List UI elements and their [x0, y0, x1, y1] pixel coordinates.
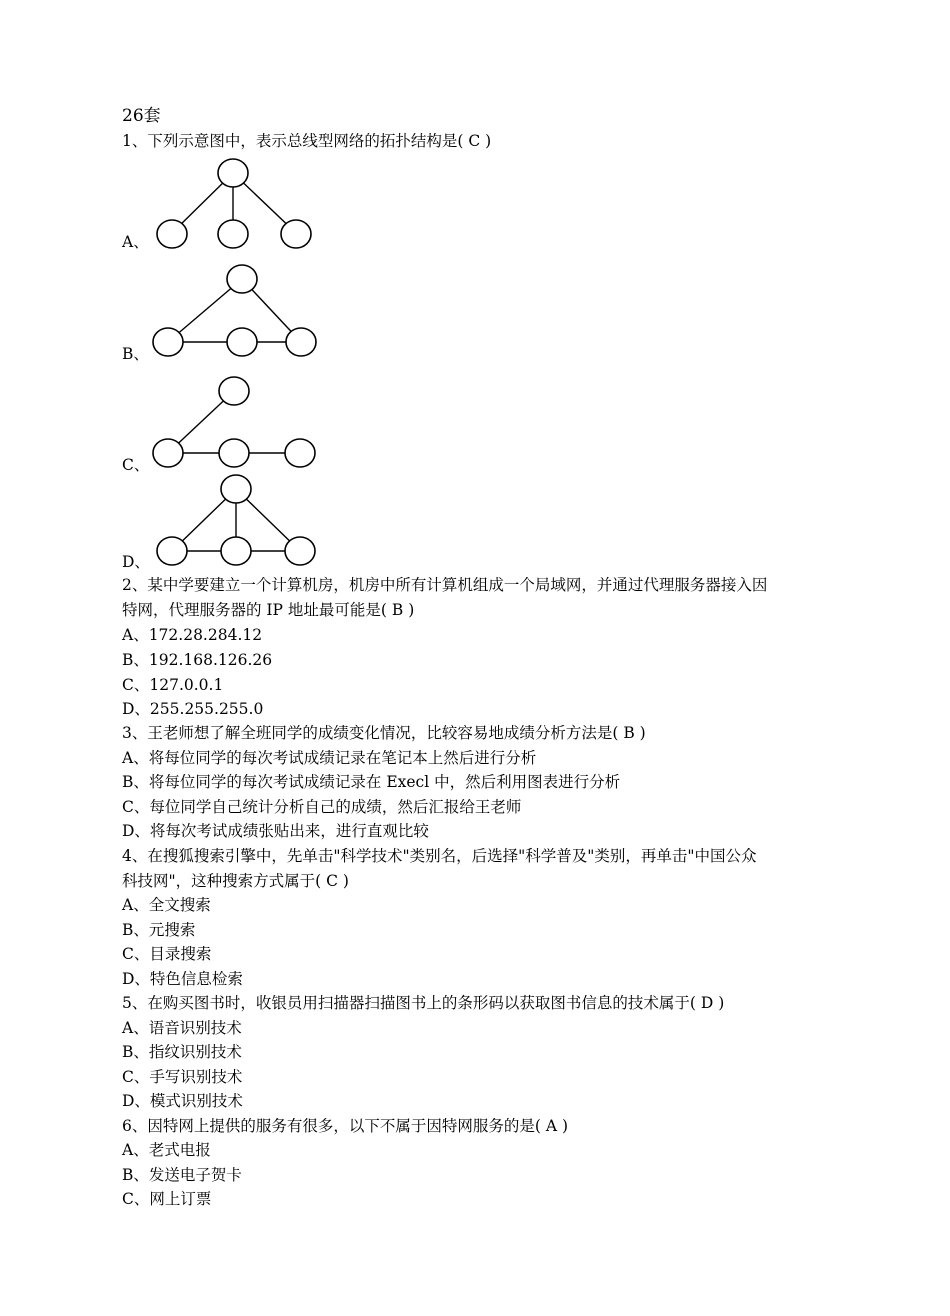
question-3-option-d: D、将每次考试成绩张贴出来，进行直观比较	[122, 822, 429, 840]
node-a-right	[281, 220, 311, 248]
node-a-mid	[218, 220, 248, 248]
question-5-option-a: A、语音识别技术	[122, 1019, 242, 1037]
node-d-top	[221, 475, 251, 503]
question-2-option-c: C、127.0.0.1	[122, 676, 224, 694]
question-5-option-c: C、手写识别技术	[122, 1068, 243, 1086]
question-1-option-b: B、	[122, 345, 149, 363]
node-b-left	[153, 328, 183, 356]
set-title: 26套	[122, 106, 161, 126]
question-6-option-a: A、老式电报	[122, 1141, 211, 1159]
node-c-right	[285, 439, 315, 467]
question-4-option-b: B、元搜索	[122, 921, 196, 939]
node-a-top	[218, 159, 248, 187]
question-6-stem: 6、因特网上提供的服务有很多，以下不属于因特网服务的是( A )	[122, 1117, 569, 1135]
question-3-option-b: B、将每位同学的每次考试成绩记录在 Execl 中，然后利用图表进行分析	[122, 773, 621, 791]
question-2-stem-line-1: 2、某中学要建立一个计算机房，机房中所有计算机组成一个局域网，并通过代理服务器接入因	[122, 576, 768, 594]
topology-diagram-c	[150, 375, 325, 475]
question-3-option-c: C、每位同学自己统计分析自己的成绩，然后汇报给王老师	[122, 798, 522, 816]
question-5-option-d: D、模式识别技术	[122, 1092, 243, 1110]
node-d-mid	[221, 537, 251, 565]
question-3-option-a: A、将每位同学的每次考试成绩记录在笔记本上然后进行分析	[122, 749, 537, 767]
question-1-option-a: A、	[122, 233, 149, 251]
question-1-stem: 1、下列示意图中，表示总线型网络的拓扑结构是( C )	[122, 132, 492, 150]
question-2-option-d: D、255.255.255.0	[122, 700, 264, 718]
question-5-option-b: B、指纹识别技术	[122, 1043, 242, 1061]
node-c-mid	[219, 439, 249, 467]
topology-diagram-b	[150, 262, 325, 362]
question-2-option-b: B、192.168.126.26	[122, 651, 273, 669]
question-2-option-a: A、172.28.284.12	[122, 626, 263, 644]
node-d-left	[157, 537, 187, 565]
question-6-option-b: B、发送电子贺卡	[122, 1166, 242, 1184]
question-6-option-c: C、网上订票	[122, 1190, 212, 1208]
question-4-stem-line-1: 4、在搜狐搜索引擎中，先单击"科学技术"类别名，后选择"科学普及"类别，再单击"中国公众	[122, 847, 757, 865]
question-4-option-d: D、特色信息检索	[122, 970, 243, 988]
topology-diagram-a	[150, 155, 320, 250]
question-2-stem-line-2: 特网，代理服务器的 IP 地址最可能是( B )	[122, 601, 415, 619]
node-b-mid	[227, 328, 257, 356]
question-1-option-c: C、	[122, 456, 150, 474]
node-d-right	[285, 537, 315, 565]
topology-diagram-d	[152, 472, 327, 572]
question-4-stem-line-2: 科技网"，这种搜索方式属于( C )	[122, 872, 349, 890]
question-5-stem: 5、在购买图书时，收银员用扫描器扫描图书上的条形码以获取图书信息的技术属于( D )	[122, 994, 725, 1012]
question-3-stem: 3、王老师想了解全班同学的成绩变化情况，比较容易地成绩分析方法是( B )	[122, 724, 646, 742]
node-b-top	[227, 265, 257, 293]
question-4-option-c: C、目录搜索	[122, 945, 212, 963]
node-c-top	[219, 377, 249, 405]
question-4-option-a: A、全文搜索	[122, 896, 211, 914]
node-c-left	[153, 439, 183, 467]
question-1-option-d: D、	[122, 553, 150, 571]
node-a-left	[157, 220, 187, 248]
node-b-right	[286, 328, 316, 356]
